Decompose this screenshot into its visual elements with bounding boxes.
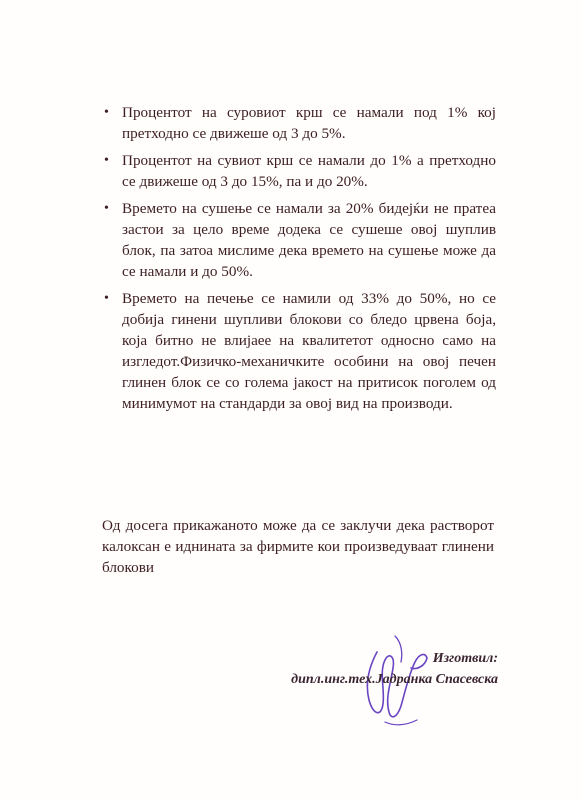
- prepared-by-label: Изготвил:: [432, 651, 498, 666]
- list-item: [104, 288, 496, 414]
- list-item-text: Процентот на сувиот крш се намали до 1% а претходно се движеше од 3 до 15%, па и до 20%.: [122, 152, 496, 190]
- author-name: дипл.инг.тех.Јадранка Спасевска: [291, 672, 498, 687]
- bullet-icon: •: [104, 153, 109, 168]
- list-item-text: Времето на печење се намили од 33% до 50%, но се добија гинени шупливи блокови со бледо црвена боја, која битно не влијаеe на квалитетот односно само на изгледот.Физичко-механичките особини на овој печен глинен блок се со голема јакост на притисок поголем од минимумот на стандарди за овој вид на производи.: [122, 290, 496, 412]
- bullet-icon: •: [104, 291, 109, 306]
- bullet-icon: •: [104, 105, 109, 120]
- list-item: [104, 102, 496, 144]
- bullet-icon: •: [104, 201, 109, 216]
- list-item-text: Времето на сушење се намали за 20% бидејќи не пратеа застои за цело време додека се сушеше овој шуплив блок, па затоа мислиме дека времето на сушење може да се намали и до 50%.: [122, 200, 496, 280]
- conclusion-paragraph: Од досега прикажаното може да се заклучи дека растворот калоксан е иднината за фирмите кои произведуваат глинени блокови: [102, 517, 494, 576]
- list-item-text: Процентот на суровиот крш се намали под 1% кој претходно се движеше од 3 до 5%.: [122, 104, 496, 142]
- list-item: [104, 198, 496, 282]
- list-item: [104, 150, 496, 192]
- findings-list: [104, 102, 496, 420]
- signature-block: [291, 648, 498, 690]
